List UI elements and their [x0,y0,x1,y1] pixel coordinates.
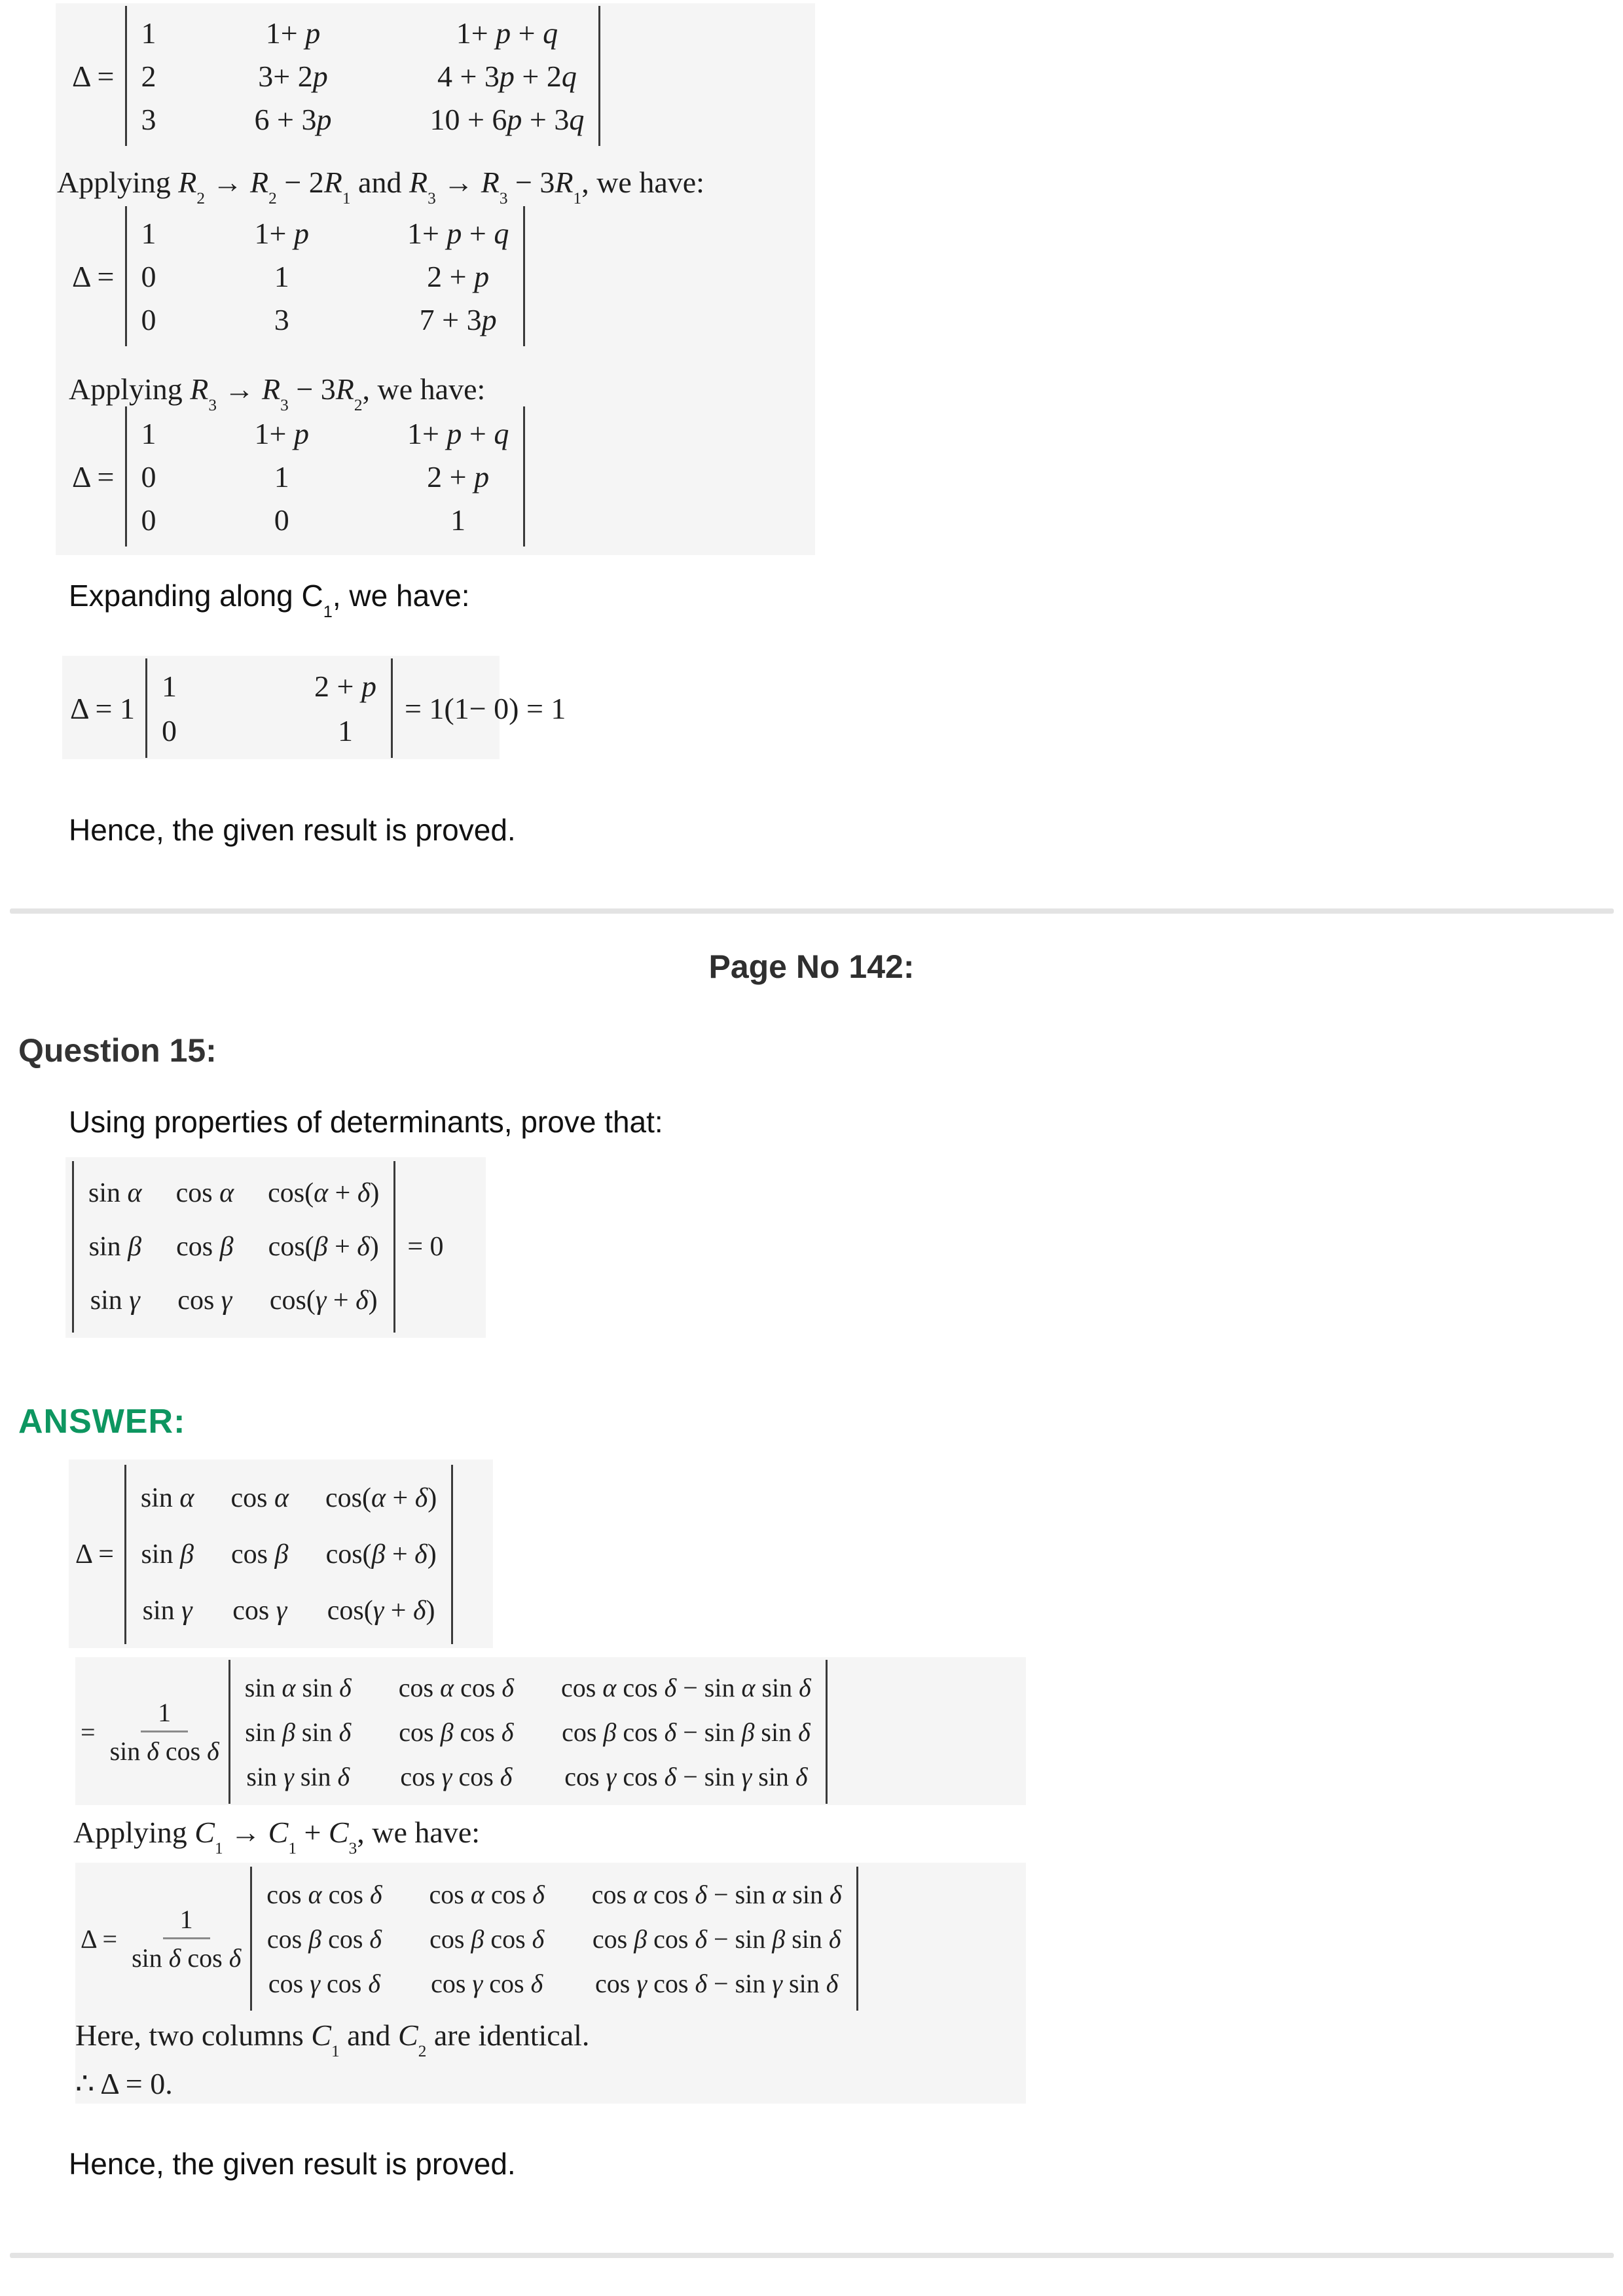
math-image-determinant-steps [56,3,815,555]
cell: 0 [141,259,156,293]
cell: 3 [141,102,156,136]
cell: cos(γ + δ) [327,1596,435,1626]
frac [110,1698,219,1767]
cell: cos(γ + δ) [269,1285,378,1316]
determinant-answer-fraction [81,1660,828,1804]
section-divider-1 [10,908,1614,914]
cell: cos(α + δ) [325,1483,437,1513]
cell: sin α [140,1483,194,1513]
cell: cos(β + δ) [325,1539,437,1570]
math-image-question-determinant [65,1157,486,1338]
cell: cos α cos δ [266,1879,382,1909]
question-prompt-line: Using properties of determinants, prove that: [69,1105,663,1139]
cell: sin β [141,1539,194,1570]
cell: 10 + 6p + 3q [429,102,585,136]
det [125,406,526,547]
determinant-answer-final [81,1867,858,2011]
determinant-question [72,1161,444,1333]
math-image-answer-delta [69,1460,493,1648]
cell: 4 + 3p + 2q [437,59,577,93]
num: 1 [163,1905,210,1939]
cell: cos α [230,1483,289,1513]
det [250,1867,858,2011]
cell: cos β [176,1232,234,1262]
identical-columns-line: Here, two columns $C_1$ and $C_2$ are identical. [75,2018,590,2061]
cell: 6 + 3p [254,102,332,136]
den: sin δ cos δ [132,1943,242,1973]
applying-r2-line: Applying $R_2 \to R_2 - 2R_1$ and $R_3 \to R_3 - 3R_1$, we have: [57,166,704,208]
cell: 1+ p [254,416,309,450]
determinant-answer-delta [75,1465,453,1644]
cell: 0 [162,713,177,747]
cell: 3+ 2p [258,59,328,93]
pre: Δ = [75,1539,114,1570]
det-grid [141,412,509,541]
cell: sin α [88,1178,142,1208]
cell: cos α cos δ − sin α sin δ [560,1672,811,1702]
cell: 0 [141,459,156,493]
pre: Δ = [72,259,115,293]
cell: cos γ cos δ [400,1761,513,1791]
cell: sin β [88,1232,141,1262]
det-grid [245,1665,811,1799]
cell: cos β cos δ − sin β sin δ [592,1924,841,1954]
cell: 2 + p [314,669,376,703]
hence-proved-line-1: Hence, the given result is proved. [69,813,516,847]
cell: cos β [231,1539,289,1570]
therefore-line: ∴ Δ = 0. [75,2067,173,2100]
cell: cos γ cos δ [268,1968,380,1998]
cell: sin α sin δ [244,1672,352,1702]
determinant-after-r2 [72,206,525,346]
question-heading: Question 15: [18,1032,217,1069]
det [125,206,526,346]
pre: Δ = [81,1924,118,1954]
cell: cos α cos δ [429,1879,545,1909]
applying-c1-line: Applying $C_1 \to C_1 + C_3$, we have: [73,1816,481,1858]
num: 1 [141,1698,188,1732]
cell: 0 [274,503,289,537]
cell: 1 [141,16,156,50]
cell: 1+ p + q [407,216,509,250]
pre: Δ = [72,59,115,93]
det-grid [88,1166,379,1327]
det [124,1465,453,1644]
cell: 1 [141,216,156,250]
cell: cos β cos δ [399,1717,514,1747]
cell: 2 + p [427,259,490,293]
pre: = [81,1717,96,1747]
cell: sin γ [142,1596,192,1626]
cell: 7 + 3p [419,302,497,336]
cell: cos(α + δ) [268,1178,380,1208]
cell: cos α [175,1178,234,1208]
cell: 2 + p [427,459,490,493]
cell: 1 [141,416,156,450]
determinant-initial [72,6,600,146]
cell: cos β cos δ [266,1924,382,1954]
suf: = 0 [407,1232,444,1262]
suf: = 1(1− 0) = 1 [404,691,566,725]
det-grid [162,664,376,753]
math-image-answer-fraction [75,1657,1026,1805]
cell: 1 [162,669,177,703]
cell: 0 [141,503,156,537]
det [125,6,601,146]
det-grid [141,211,509,341]
det-grid [141,1470,437,1639]
math-image-answer-final [75,1863,1026,2104]
det-grid [266,1872,841,2005]
cell: 2 [141,59,156,93]
cell: 1 [274,259,289,293]
cell: sin β sin δ [245,1717,352,1747]
cell: cos β cos δ [429,1924,545,1954]
cell: 0 [141,302,156,336]
cell: 1+ p + q [407,416,509,450]
pre: Δ = [72,459,115,493]
det [145,658,393,758]
cell: 1 [337,713,353,747]
hence-proved-line-2: Hence, the given result is proved. [69,2147,516,2181]
cell: 1+ p + q [456,16,558,50]
cell: 3 [274,302,289,336]
det [228,1660,828,1804]
cell: cos γ cos δ − sin γ sin δ [564,1761,808,1791]
math-image-expansion [62,656,566,759]
cell: sin γ sin δ [246,1761,350,1791]
cell: cos(β + δ) [268,1232,379,1262]
section-divider-2 [10,2253,1614,2258]
cell: sin γ [90,1285,140,1316]
page-number-heading: Page No 142: [708,948,915,985]
cell: 1+ p [265,16,321,50]
cell: cos α cos δ − sin α sin δ [591,1879,842,1909]
answer-heading: ANSWER: [18,1403,186,1441]
cell: 1 [450,503,466,537]
applying-r3-line: Applying $R_3 \to R_3 - 3R_2$, we have: [69,372,486,415]
det-grid [141,11,585,141]
cell: cos γ cos δ [431,1968,543,1998]
cell: 1+ p [254,216,309,250]
determinant-after-r3 [72,406,525,547]
cell: 1 [274,459,289,493]
pre: Δ = 1 [70,691,135,725]
den: sin δ cos δ [109,1736,219,1766]
cell: cos γ cos δ − sin γ sin δ [595,1968,839,1998]
cell: cos β cos δ − sin β sin δ [562,1717,811,1747]
expanding-line: Expanding along $C_1$, we have: [69,579,470,622]
cell: cos γ [232,1596,287,1626]
cell: cos γ [177,1285,232,1316]
det [72,1161,395,1333]
determinant-expansion [70,658,566,758]
frac [132,1905,241,1973]
cell: cos α cos δ [398,1672,514,1702]
